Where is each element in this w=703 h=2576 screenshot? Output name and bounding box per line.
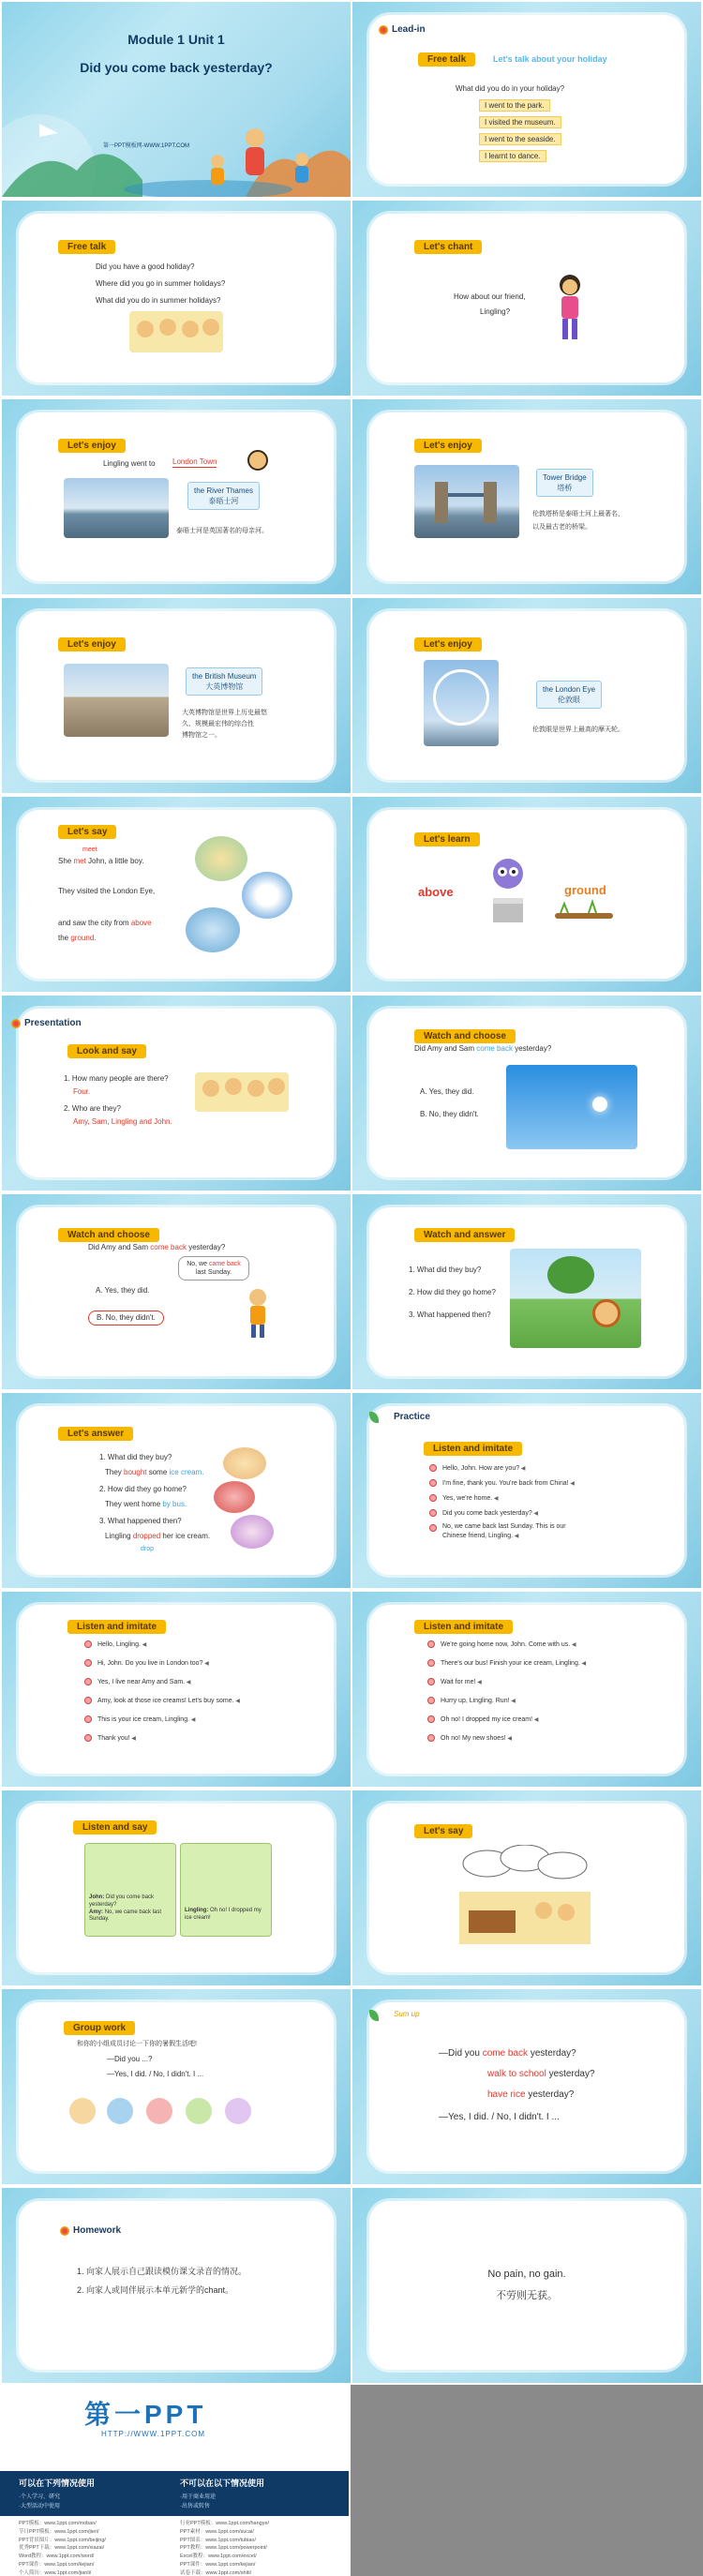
slide-22-sum-up[interactable]	[352, 1989, 701, 2184]
footer-link[interactable]: Word教程：www.1ppt.com/word/	[19, 2554, 95, 2560]
question-2: 2. How did they go home?	[99, 1485, 187, 1493]
promo-footer	[0, 2385, 349, 2576]
line-3: What did you do in summer holidays?	[96, 296, 221, 305]
label-en: the London Eye	[543, 685, 596, 694]
activity-icon-4	[186, 2098, 212, 2124]
slide-11-look-and-say[interactable]	[2, 996, 351, 1191]
footer-link[interactable]: 试卷下载：www.1ppt.com/shiti/	[180, 2569, 252, 2576]
speaker-avatar-4[interactable]	[84, 1697, 92, 1704]
brand-url[interactable]: HTTP://WWW.1PPT.COM	[101, 2430, 205, 2438]
picture-london-eye	[242, 872, 292, 919]
section-title: Practice	[394, 1412, 430, 1422]
slide-19-listen-and-say[interactable]	[2, 1790, 351, 1985]
speech-bubble: No, we came back last Sunday.	[178, 1256, 249, 1281]
line-4: the ground.	[58, 934, 97, 942]
slide-6-enjoy-tower-bridge[interactable]	[352, 399, 701, 594]
footer-link[interactable]: 行业PPT模板：www.1ppt.com/hangye/	[180, 2521, 270, 2526]
activity-tag: Listen and imitate	[67, 1620, 166, 1634]
comic-panel-2: Lingling: Oh no! I dropped my ice cream!	[180, 1843, 272, 1937]
slide-17-listen-imitate-2[interactable]	[2, 1592, 351, 1787]
caption-2: 久、规模最宏伟的综合性	[182, 721, 254, 727]
answer-3: Lingling dropped her ice cream.	[105, 1532, 211, 1540]
caption-2: 以及最古老的桥梁。	[532, 524, 591, 531]
slide-9-lets-say[interactable]	[2, 797, 351, 992]
speaker-avatar-5[interactable]	[84, 1715, 92, 1723]
lingling-avatar	[247, 450, 268, 471]
sum-line-4: —Yes, I did. / No, I didn't. I ...	[439, 2112, 560, 2122]
question-1: 1. How many people are there?	[64, 1074, 169, 1083]
activity-tag: Let's enjoy	[414, 439, 482, 453]
speaker-avatar-1[interactable]	[429, 1464, 437, 1472]
option-a[interactable]: A. Yes, they did.	[96, 1286, 150, 1295]
dialogue-line-6: Oh no! My new shoes! ◀	[441, 1734, 512, 1744]
ground-picture	[551, 896, 617, 924]
question-1: 1. What did they buy?	[99, 1453, 172, 1461]
dialogue-line-4: Amy, look at those ice creams! Let's buy some. ◀	[97, 1697, 240, 1706]
lingling-figure	[551, 272, 589, 347]
activity-tag: Watch and answer	[414, 1228, 515, 1242]
footer-link[interactable]: 个人简历：www.1ppt.com/jianli/	[19, 2569, 92, 2576]
slide-13-watch-and-choose-answer[interactable]	[2, 1194, 351, 1389]
can-use-1: ·个人学习、研究	[19, 2494, 60, 2500]
lead-text: Lingling went to	[103, 459, 156, 468]
slide-20-lets-say-picture[interactable]	[352, 1790, 701, 1985]
activity-tag: Free talk	[418, 52, 475, 67]
activity-tag: Let's enjoy	[414, 637, 482, 651]
slide-card	[19, 1804, 334, 1972]
label-en: Tower Bridge	[543, 473, 587, 482]
question-text: What did you do in your holiday?	[456, 84, 565, 93]
answer-2: They went home by bus.	[105, 1500, 187, 1508]
sum-line-2: walk to school yesterday?	[487, 2069, 595, 2079]
question: Did Amy and Sam come back yesterday?	[414, 1044, 552, 1053]
section-title: Homework	[60, 2225, 121, 2236]
thames-photo	[64, 478, 169, 538]
line-2: They visited the London Eye,	[58, 887, 156, 895]
speaker-avatar-6[interactable]	[84, 1734, 92, 1742]
picture-city	[186, 907, 240, 952]
museum-photo	[64, 664, 169, 737]
slide-card	[369, 1406, 684, 1575]
slide-3-free-talk[interactable]	[2, 201, 351, 396]
activity-tag: Watch and choose	[58, 1228, 159, 1242]
activity-tag: Listen and say	[73, 1820, 157, 1835]
answer-4: I learnt to dance.	[479, 150, 546, 162]
dialogue-line-4: Hurry up, Lingling. Run! ◀	[441, 1697, 516, 1706]
slide-card	[19, 1605, 334, 1774]
label-cn: 塔桥	[557, 484, 573, 493]
dialogue-line-5: No, we came back last Sunday. This is our	[442, 1523, 566, 1530]
closing-line-en: No pain, no gain.	[487, 2269, 566, 2280]
footer-link[interactable]: PPT教程：www.1ppt.com/powerpoint/	[180, 2545, 267, 2552]
slide-14-watch-and-answer[interactable]	[352, 1194, 701, 1389]
london-eye-photo	[424, 660, 499, 746]
slide-12-watch-and-choose[interactable]	[352, 996, 701, 1191]
activity-tag: Watch and choose	[414, 1029, 516, 1043]
caption: 泰晤士河是英国著名的母亲河。	[176, 528, 268, 534]
homework-2: 2. 向家人或同伴展示本单元新学的chant。	[77, 2285, 234, 2295]
kids-picture	[129, 311, 223, 352]
dialogue-line-6: Thank you! ◀	[97, 1734, 136, 1744]
place-label	[536, 681, 602, 709]
ice-cream-picture	[223, 1447, 266, 1479]
picture-boy	[195, 836, 247, 881]
answer-1: They bought some ice cream.	[105, 1468, 204, 1476]
speaker-avatar-5[interactable]	[427, 1715, 435, 1723]
cannot-use-2: ·出售或转售	[180, 2504, 210, 2509]
footer-link[interactable]: Excel教程：www.1ppt.com/excel/	[180, 2554, 257, 2560]
speaker-avatar-5[interactable]	[429, 1524, 437, 1532]
option-a[interactable]: A. Yes, they did.	[420, 1087, 474, 1096]
boy-figure	[244, 1286, 272, 1342]
title-illustration	[2, 105, 351, 197]
slide-21-group-work[interactable]	[2, 1989, 351, 2184]
footer-link[interactable]: PPT模板：www.1ppt.com/moban/	[19, 2521, 97, 2526]
chant-line-1: How about our friend,	[454, 292, 526, 301]
module-label: Module 1 Unit 1	[127, 32, 225, 47]
slide-24-closing[interactable]	[352, 2188, 701, 2383]
dialogue-line-2: Hi, John. Do you live in London too? ◀	[97, 1659, 209, 1669]
section-title: Lead-in	[379, 24, 426, 35]
sky-picture	[506, 1065, 637, 1149]
speaker-avatar-1[interactable]	[84, 1640, 92, 1648]
label-cn: 伦敦眼	[558, 696, 581, 705]
caption: 伦敦眼是世界上最高的摩天轮。	[532, 726, 624, 733]
activity-icon-1	[69, 2098, 96, 2124]
cannot-use-title: 不可以在以下情况使用	[180, 2479, 265, 2488]
dialogue-line-5: Oh no! I dropped my ice cream! ◀	[441, 1715, 538, 1725]
slide-card	[369, 214, 684, 382]
can-use-2: ·大型活动中使用	[19, 2504, 60, 2509]
activity-tag: Let's answer	[58, 1427, 133, 1441]
slide-23-homework[interactable]	[2, 2188, 351, 2383]
slide-card	[369, 2002, 684, 2171]
activity-tag: Let's learn	[414, 832, 480, 846]
speaker-avatar-4[interactable]	[429, 1509, 437, 1517]
speaker-avatar-4[interactable]	[427, 1697, 435, 1704]
sum-line-1: —Did you come back yesterday?	[439, 2048, 576, 2059]
cannot-use-1: ·用于商业用途	[180, 2494, 216, 2500]
answer-2: I visited the museum.	[479, 116, 561, 128]
dialogue-line-1: We're going home now, John. Come with us. ◀	[441, 1640, 576, 1650]
drop-word: drop	[141, 1546, 155, 1552]
sum-line-3: have rice yesterday?	[487, 2089, 575, 2100]
label-cn: 泰晤士河	[208, 497, 239, 506]
dialogue-line-3: Wait for me! ◀	[441, 1678, 482, 1687]
activity-tag: Listen and imitate	[424, 1442, 522, 1456]
slide-1-title[interactable]	[2, 2, 351, 197]
speaker-avatar-3[interactable]	[84, 1678, 92, 1685]
dialogue-line-4: Did you come back yesterday? ◀	[442, 1509, 538, 1519]
dialogue-line-3: Yes, I live near Amy and Sam. ◀	[97, 1678, 190, 1687]
site-label: 第一PPT模板网-WWW.1PPT.COM	[103, 143, 189, 149]
question-2: 2. Who are they?	[64, 1104, 121, 1113]
homework-1: 1. 向家人展示自己跟读模仿课文录音的情况。	[77, 2267, 247, 2276]
pattern-line-1: —Did you ...?	[107, 2055, 153, 2063]
line-3: and saw the city from above	[58, 919, 152, 927]
owl-above-box	[480, 853, 536, 928]
bus-picture	[214, 1481, 255, 1513]
can-use-title: 可以在下列情况使用	[19, 2479, 96, 2488]
answer-1: Four.	[73, 1087, 91, 1096]
slide-15-lets-answer[interactable]	[2, 1393, 351, 1588]
links-right	[180, 2520, 269, 2576]
line-2: Where did you go in summer holidays?	[96, 279, 226, 288]
line-1: She met John, a little boy.	[58, 857, 144, 865]
slide-card	[369, 2201, 684, 2370]
activity-icon-2	[107, 2098, 133, 2124]
slide-16-listen-imitate-1[interactable]	[352, 1393, 701, 1588]
meet-word: meet	[82, 846, 97, 853]
brand-logo: 第一PPT	[84, 2400, 207, 2429]
line-1: Did you have a good holiday?	[96, 262, 195, 271]
answer-1: I went to the park.	[479, 99, 550, 112]
footer-link[interactable]: PPT背景图片：www.1ppt.com/beijing/	[19, 2537, 106, 2543]
dialogue-line-1: Hello, John. How are you? ◀	[442, 1464, 525, 1474]
question: Did Amy and Sam come back yesterday?	[88, 1243, 226, 1251]
usage-band	[0, 2471, 349, 2516]
speaker-avatar-6[interactable]	[427, 1734, 435, 1742]
park-picture	[510, 1249, 641, 1348]
slide-10-lets-learn[interactable]	[352, 797, 701, 992]
activity-tag: Listen and imitate	[414, 1620, 513, 1634]
closing-line-cn: 不劳则无获。	[496, 2290, 558, 2301]
slide-2-lead-in[interactable]	[352, 2, 701, 197]
section-title: Sum up	[394, 2010, 420, 2018]
instruction-cn: 和你的小组成员讨论一下你的暑假生活吧!	[77, 2041, 197, 2047]
place-label	[186, 667, 262, 696]
footer-link[interactable]: PPT课件：www.1ppt.com/kejian/	[19, 2561, 95, 2568]
footer-link[interactable]: 节日PPT模板：www.1ppt.com/jieri/	[19, 2528, 99, 2535]
answer-3: I went to the seaside.	[479, 133, 561, 145]
activity-tag: Let's enjoy	[58, 439, 126, 453]
slide-title: Did you come back yesterday?	[80, 60, 273, 75]
caption-1: 伦敦塔桥是泰晤士河上最著名，	[532, 511, 624, 517]
dropped-ice-cream-picture	[231, 1515, 274, 1549]
option-b[interactable]: B. No, they didn't.	[420, 1110, 479, 1118]
dialogue-line-2: I'm fine, thank you. You're back from China! ◀	[442, 1479, 575, 1489]
empty-area	[351, 2385, 703, 2576]
speaker-avatar-2[interactable]	[427, 1659, 435, 1667]
footer-link[interactable]: PPT素材：www.1ppt.com/sucai/	[180, 2528, 254, 2535]
activity-tag: Let's say	[58, 825, 116, 839]
activity-icon-3	[146, 2098, 172, 2124]
place-label	[536, 469, 593, 497]
activity-tag: Let's enjoy	[58, 637, 126, 651]
links-left	[19, 2520, 106, 2576]
classroom-picture	[450, 1845, 600, 1948]
slide-18-listen-imitate-3[interactable]	[352, 1592, 701, 1787]
section-title: Presentation	[11, 1018, 82, 1028]
speaker-avatar-2[interactable]	[84, 1659, 92, 1667]
speaker-avatar-1[interactable]	[427, 1640, 435, 1648]
activity-icon-5	[225, 2098, 251, 2124]
activity-tag: Let's say	[414, 1824, 472, 1838]
footer-link[interactable]: PPT课件：www.1ppt.com/kejian/	[180, 2561, 256, 2568]
question-3: 3. What happened then?	[409, 1310, 491, 1319]
slide-5-enjoy-thames[interactable]	[2, 399, 351, 594]
activity-tag: Let's chant	[414, 240, 482, 254]
slide-4-chant[interactable]	[352, 201, 701, 396]
dialogue-line-1: Hello, Lingling. ◀	[97, 1640, 146, 1650]
option-b[interactable]: B. No, they didn't.	[88, 1310, 164, 1325]
footer-link[interactable]: PPT图表：www.1ppt.com/tubiao/	[180, 2537, 257, 2543]
dialogue-line-5: This is your ice cream, Lingling. ◀	[97, 1715, 195, 1725]
question-2: 2. How did they go home?	[409, 1288, 496, 1296]
place-label	[187, 482, 260, 510]
caption-1: 大英博物馆是世界上历史最悠	[182, 710, 267, 716]
label-cn: 大英博物馆	[205, 682, 244, 692]
caption-3: 博物馆之一。	[182, 732, 221, 739]
activity-tag: Free talk	[58, 240, 115, 254]
place-name: London Town	[172, 457, 217, 468]
four-kids-picture	[195, 1072, 289, 1112]
slide-7-enjoy-museum[interactable]	[2, 598, 351, 793]
pattern-line-2: —Yes, I did. / No, I didn't. I ...	[107, 2070, 204, 2078]
speaker-avatar-3[interactable]	[429, 1494, 437, 1502]
question-3: 3. What happened then?	[99, 1517, 182, 1525]
speaker-avatar-2[interactable]	[429, 1479, 437, 1487]
answer-2: Amy, Sam, Lingling and John.	[73, 1117, 172, 1126]
dialogue-line-6: Chinese friend, Lingling. ◀	[442, 1532, 518, 1541]
footer-link[interactable]: 优秀PPT下载：www.1ppt.com/xiazai/	[19, 2545, 105, 2552]
word-ground: ground	[564, 883, 606, 897]
activity-tag: Look and say	[67, 1044, 146, 1058]
speaker-avatar-3[interactable]	[427, 1678, 435, 1685]
label-en: the River Thames	[194, 487, 253, 495]
activity-tag: Group work	[64, 2021, 135, 2035]
banner-text: Let's talk about your holiday	[493, 54, 607, 64]
chant-line-2: Lingling?	[480, 307, 511, 316]
tower-bridge-photo	[414, 465, 519, 538]
slide-card	[369, 611, 684, 780]
word-above: above	[418, 885, 454, 899]
dialogue-line-2: There's our bus! Finish your ice cream, Lingling. ◀	[441, 1659, 586, 1669]
dialogue-line-3: Yes, we're home. ◀	[442, 1494, 499, 1504]
question-1: 1. What did they buy?	[409, 1266, 482, 1274]
slide-8-enjoy-london-eye[interactable]	[352, 598, 701, 793]
comic-panel-1: John: Did you come back yesterday? Amy: No, we came back last Sunday.	[84, 1843, 176, 1937]
label-en: the British Museum	[192, 672, 257, 681]
